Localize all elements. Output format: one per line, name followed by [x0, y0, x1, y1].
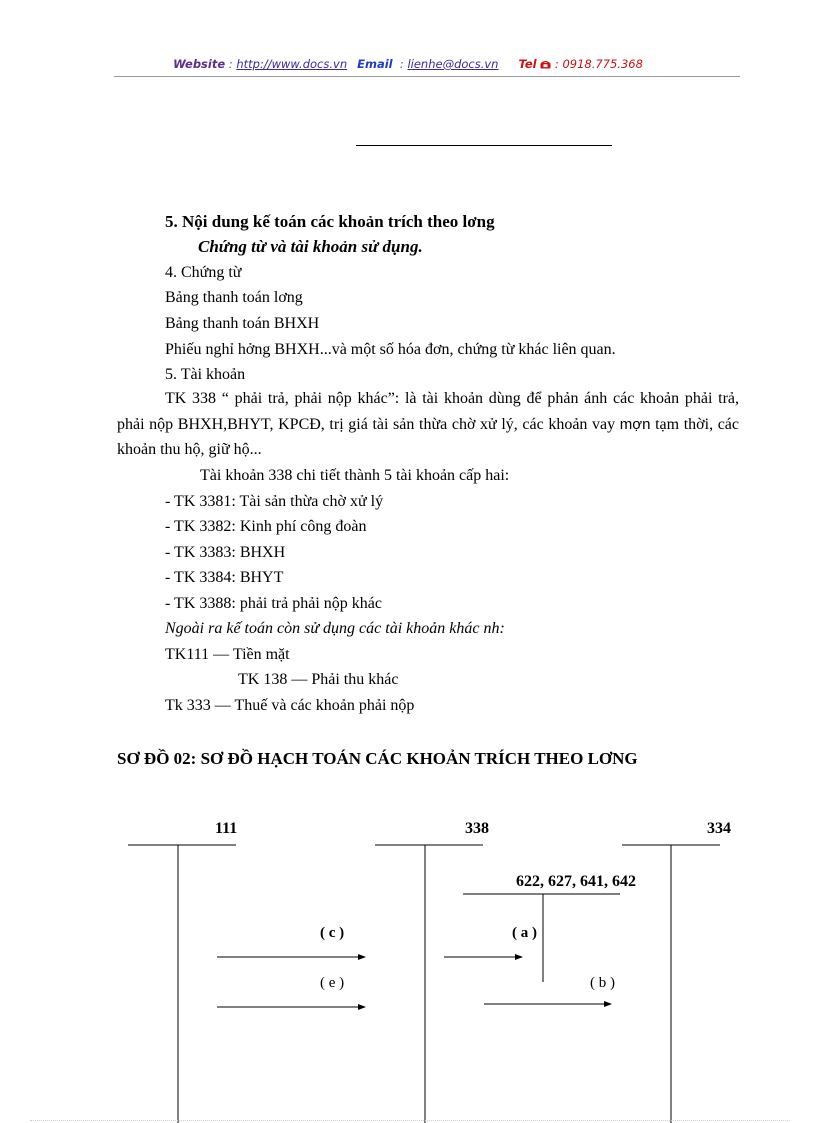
- account-338-label: 338: [465, 820, 489, 837]
- website-label: Website: [173, 57, 226, 71]
- paragraph-tk338-text: TK 338 “ phải trả, phải nộp khác”: là tài khoản dùng để phản ánh các khoản phải trả, phải nộp BHXH,BHYT, KPCĐ, trị giá tài sản thừa chờ xử lý, các khoản vay: [117, 390, 739, 433]
- subaccount-3383: - TK 3383: BHXH: [165, 544, 286, 561]
- entry-label-c: ( c ): [320, 925, 345, 941]
- document-bhxh-payment: Bảng thanh toán BHXH: [165, 315, 320, 332]
- item-accounts: 5. Tài khoản: [165, 366, 246, 383]
- paragraph-tk338-word: mợn: [619, 415, 651, 433]
- entry-label-b: ( b ): [590, 975, 615, 991]
- subaccount-3384: - TK 3384: BHYT: [165, 569, 284, 586]
- other-accounts-intro: Ngoài ra kế toán còn sử dụng các tài khoản khác nh:: [165, 620, 505, 637]
- other-account-111: TK111 — Tiền mặt: [165, 646, 290, 663]
- email-label: Email: [357, 57, 393, 71]
- subaccounts-intro: Tài khoản 338 chi tiết thành 5 tài khoản cấp hai:: [200, 467, 510, 484]
- paragraph-tk338-end: tạm thời, các khoản thu hộ, giữ hộ...: [117, 415, 740, 458]
- subaccount-3382: - TK 3382: Kinh phí công đoàn: [165, 518, 367, 535]
- website-link[interactable]: http://www.docs.vn: [236, 57, 348, 71]
- diagram-title: SƠ ĐỒ 02: SƠ ĐỒ HẠCH TOÁN CÁC KHOẢN TRÍCH THEO LƠNG: [117, 749, 638, 768]
- page-bottom-border: [30, 1120, 790, 1121]
- item-documents: 4. Chứng từ: [165, 264, 242, 281]
- document-leave-slip: Phiếu nghỉ hởng BHXH...và một số hóa đơn, chứng từ khác liên quan.: [165, 341, 616, 358]
- account-expense-label: 622, 627, 641, 642: [516, 873, 636, 890]
- subaccount-3388: - TK 3388: phải trả phải nộp khác: [165, 595, 382, 612]
- account-334-label: 334: [707, 820, 731, 837]
- section-subheading: Chứng từ và tài khoản sử dụng.: [198, 237, 423, 256]
- section-heading: 5. Nội dung kế toán các khoản trích theo lơng: [165, 212, 495, 231]
- entry-label-e: ( e ): [320, 975, 345, 991]
- subaccount-3381: - TK 3381: Tài sản thừa chờ xử lý: [165, 493, 384, 510]
- other-account-138: TK 138 — Phải thu khác: [238, 671, 399, 688]
- page-header: Website : http://www.docs.vn Email : lienhe@docs.vn Tel : 0918.775.368: [173, 57, 643, 71]
- other-account-333: Tk 333 — Thuế và các khoản phải nộp: [165, 697, 415, 714]
- entry-label-a: ( a ): [512, 925, 537, 941]
- tel-label: Tel: [518, 57, 537, 71]
- email-link[interactable]: lienhe@docs.vn: [407, 57, 499, 71]
- document-payroll: Bảng thanh toán lơng: [165, 289, 303, 306]
- tel-value: 0918.775.368: [562, 57, 643, 71]
- account-111-label: 111: [215, 820, 238, 837]
